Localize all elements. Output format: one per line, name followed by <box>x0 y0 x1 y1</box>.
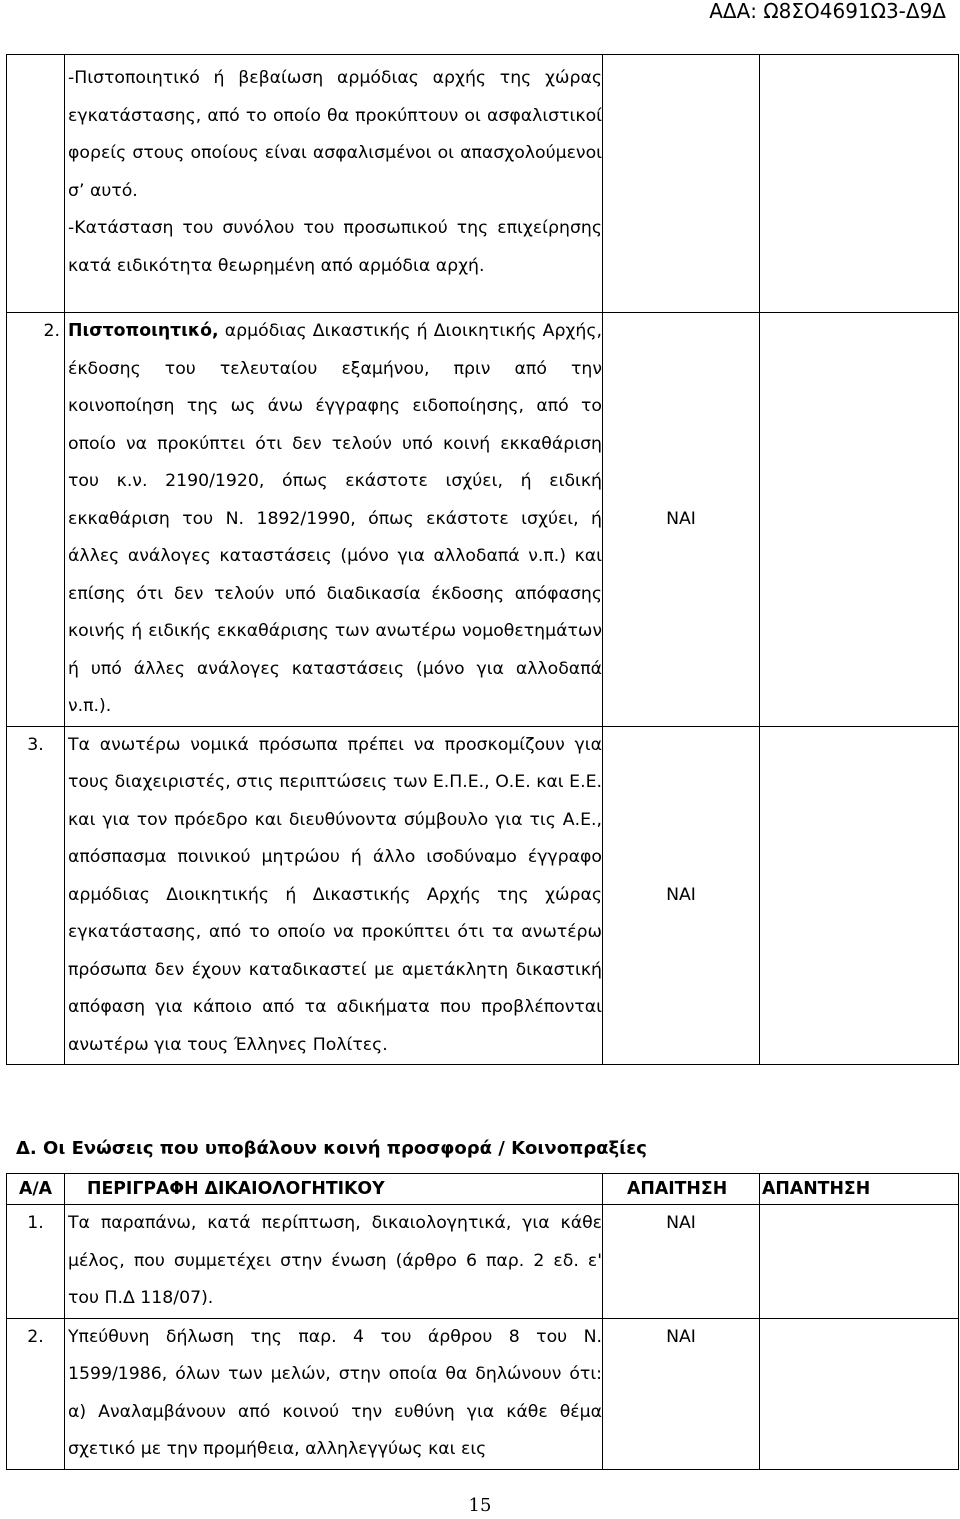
table-header-row <box>7 1174 959 1205</box>
requirement-cell: ΝΑΙ <box>603 726 760 1065</box>
description-cell <box>65 55 603 313</box>
answer-cell <box>760 313 959 727</box>
requirements-table-continued <box>6 54 959 1065</box>
ada-code: ΑΔΑ: Ω8ΣΟ4691Ω3-Δ9Δ <box>709 0 946 23</box>
description-cell: Τα ανωτέρω νομικά πρόσωπα πρέπει να προσκομίζουν για τους διαχειριστές, στις περιπτώσεις των Ε.Π.Ε., Ο.Ε. και Ε.Ε. και για τον πρόεδρο και διευθύνοντα σύμβουλο για τις Α.Ε., απόσπασμα ποινικού μητρώου ή άλλο ισοδύναμο έγγραφο αρμόδιας Διοικητικής ή Δικαστικής Αρχής της χώρας εγκατάστασης, από το οποίο να προκύπτει ότι τα ανωτέρω πρόσωπα δεν έχουν καταδικαστεί με αμετάκλητη δικαστική απόφαση για κάποιο από τα αδικήματα που προβλέπονται ανωτέρω για τους Έλληνες Πολίτες. <box>65 726 603 1065</box>
table-row <box>7 1205 959 1319</box>
header-requirement: ΑΠΑΙΤΗΣΗ <box>603 1174 760 1205</box>
paragraph: αρμόδιας Δικαστικής ή Διοικητικής Αρχής, έκδοσης του τελευταίου εξαμήνου, πριν από την κοινοποίηση της ως άνω έγγραφης ειδοποίησης, από το οποίο να προκύπτει ότι δεν τελούν υπό κοινή εκκαθάριση του κ.ν. 2190/1920, όπως εκάστοτε ισχύει, ή ειδική εκκαθάριση του Ν. 1892/1990, όπως εκάστοτε ισχύει, ή άλλες ανάλογες καταστάσεις (μόνο για αλλοδαπά ν.π.) και επίσης ότι δεν τελούν υπό διαδικασία έκδοσης απόφασης κοινής ή ειδικής εκκαθάρισης των ανωτέρω νομοθετημάτων ή υπό άλλες ανάλογες καταστάσεις (μόνο για αλλοδαπά ν.π.). <box>68 321 602 716</box>
requirement-cell: ΝΑΙ <box>603 1318 760 1469</box>
answer-cell <box>760 1318 959 1469</box>
table-row <box>7 726 959 1065</box>
requirement-cell <box>603 55 760 313</box>
joint-ventures-table <box>6 1173 959 1470</box>
requirement-cell: ΝΑΙ <box>603 313 760 727</box>
row-number-cell: 1. <box>7 1205 65 1319</box>
header-description: ΠΕΡΙΓΡΑΦΗ ΔΙΚΑΙΟΛΟΓΗΤΙΚΟΥ <box>65 1174 603 1205</box>
page-number: 15 <box>468 1495 492 1516</box>
row-number-cell: 3. <box>7 726 65 1065</box>
answer-cell <box>760 55 959 313</box>
answer-cell <box>760 726 959 1065</box>
row-number-cell <box>7 55 65 313</box>
requirement-cell: ΝΑΙ <box>603 1205 760 1319</box>
header-answer: ΑΠΑΝΤΗΣΗ <box>760 1174 959 1205</box>
paragraph: -Πιστοποιητικό ή βεβαίωση αρμόδιας αρχής της χώρας εγκατάστασης, από το οποίο θα προκύπτουν οι ασφαλιστικοί φορείς στους οποίους είναι ασφαλισμένοι οι απασχολούμενοι σ’ αυτό. <box>68 68 602 201</box>
row-number-cell: 2. <box>7 1318 65 1469</box>
table-row <box>7 1318 959 1469</box>
header-num: Α/Α <box>7 1174 65 1205</box>
paragraph: -Κατάσταση του συνόλου του προσωπικού της επιχείρησης κατά ειδικότητα θεωρημένη από αρμόδια αρχή. <box>68 218 602 276</box>
bold-lead: Πιστοποιητικό, <box>68 321 219 341</box>
description-cell: Τα παραπάνω, κατά περίπτωση, δικαιολογητικά, για κάθε μέλος, που συμμετέχει στην ένωση (άρθρο 6 παρ. 2 εδ. ε' του Π.Δ 118/07). <box>65 1205 603 1319</box>
table-row <box>7 55 959 313</box>
description-cell: Υπεύθυνη δήλωση της παρ. 4 του άρθρου 8 του Ν. 1599/1986, όλων των μελών, στην οποία θα δηλώνουν ότι: α) Αναλαμβάνουν από κοινού την ευθύνη για κάθε θέμα σχετικό με την προμήθεια, αλληλεγγύως και εις <box>65 1318 603 1469</box>
section-heading: Δ. Οι Ενώσεις που υποβάλουν κοινή προσφορά / Κοινοπραξίες <box>16 1138 647 1159</box>
table-row <box>7 313 959 727</box>
row-number-cell: 2. <box>7 313 65 727</box>
answer-cell <box>760 1205 959 1319</box>
description-cell <box>65 313 603 727</box>
